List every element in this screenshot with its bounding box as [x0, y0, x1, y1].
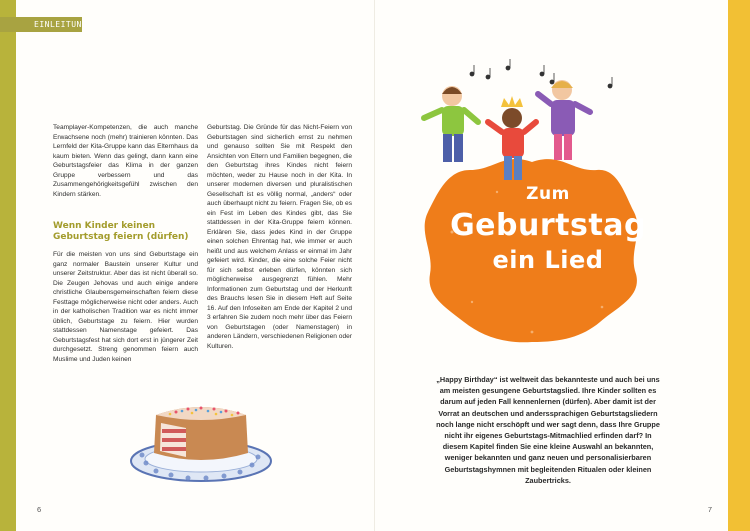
music-notes-icon	[470, 59, 612, 88]
paragraph-1: Teamplayer-Kompetenzen, die auch manche Erwachsene noch (mehr) trainieren könnten. Das Lernfeld der Kita-Gruppe kann das Elternhaus da kaum bieten. Wenn das gelingt, dann kann eine Geburtstagsfeier das Klima in der ganzen Gruppe verbessern und das Zusammengehörigkeitsgefühl zwischen den Kindern stärken.	[53, 124, 198, 198]
chapter-intro: „Happy Birthday“ ist weltweit das bekannteste und auch bei uns am meisten gesungene Geburtstagslied. Ihre Kinder sollten es darum auf jeden Fall kennenlernen (dürfen). Aber damit ist der Vorrat an deutschen und anderssprachigen Geburtstagsliedern noch lange nicht erschöpft und wer sagt denn, dass Ihre Gruppe nicht ihr eigenes Geburtstags-Mitmachlied erfinden darf? In diesem Kapitel finden Sie eine kleine Auswahl an bekannten, weniger bekannten und ganz neuen und personalisierbaren Geburtstagshymnen mit begleitenden Ritualen oder kleinen Zaubertricks.	[436, 375, 660, 485]
paragraph-2: Für die meisten von uns sind Geburtstage ein ganz normaler Baustein unserer Kultur und unserer Zeitstruktur. Aber das ist nicht überall so. Die Zeugen Jehovas und auch einige andere christliche Glaubensgemeinschaften feiern diese Festtage möglicherweise nicht oder anders. Auch in der katholischen Tradition war es nicht immer üblich, Geburtstage zu feiern. Hier wurden stattdessen Namenstage gefeiert. Das Geburtstagsfest hat sich dort erst in jüngerer Zeit durchgesetzt. Streng genommen feiern auch Muslime und Juden keinen	[53, 251, 198, 363]
section-heading: Wenn Kinder keinen Geburtstag feiern (dürfen)	[53, 221, 189, 242]
badge-line-3: ein Lied	[492, 246, 604, 274]
right-margin-bar	[728, 0, 750, 531]
page-number-right: 7	[707, 505, 712, 514]
column-2-text: Geburtstag. Die Gründe für das Nicht-Feiern von Geburtstagen sind sicherlich ernst zu nehmen und genauso sollten Sie mit Respekt den Ansichten von Eltern und Familien begegnen, die den Geburtstag ihres Kindes nicht feiern möchten, weder zu Hause noch in der Kita. In unserer modernen diversen und pluralistischen Gesellschaft ist es völlig normal, „anders“ oder auch überhaupt nicht zu feiern. Fragen Sie, ob es ein Fest im Leben des Kindes gibt, das Sie stattdessen in der Kita-Gruppe feiern können. Erklären Sie, dass jedes Kind in der Gruppe einen solchen Ehrentag hat, wie immer er auch heißt und aus welchem Anlass er einmal im Jahr gefeiert wird. Kinder, die eine solche Feier nicht für sich selbst erleben dürfen, könnten sich möglicherweise ausgegrenzt fühlen. Mehr Informationen zum Geburtstag und der Herkunft des Brauchs lesen Sie in diesem Heft auf Seite 16. Auf den Infoseiten am Ende der Kapitel 2 und 3 erfahren Sie zudem noch mehr über das Feiern von Geburtstagen (oder Namenstagen) in anderen Ländern, verschiedenen Religionen oder Kulturen.	[207, 124, 352, 350]
cake-illustration	[126, 385, 276, 485]
badge-line-1: Zum	[526, 184, 570, 204]
left-margin-bar	[0, 0, 16, 531]
page-number-left: 6	[37, 505, 42, 514]
section-label: EINLEITUNG	[0, 17, 82, 32]
badge-line-2: Geburtstag	[450, 208, 646, 243]
